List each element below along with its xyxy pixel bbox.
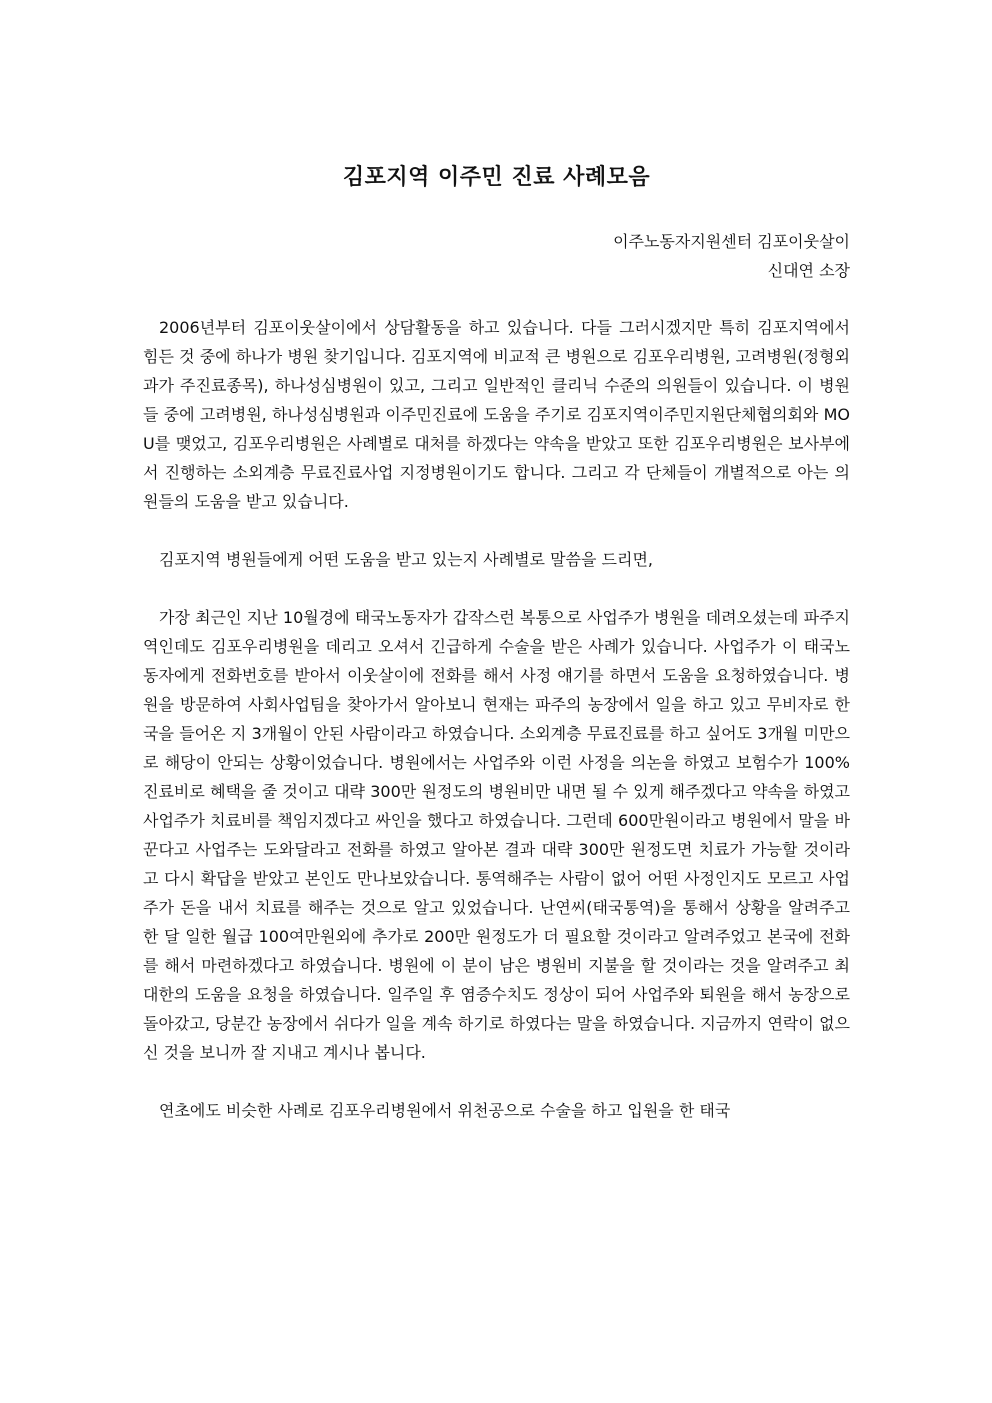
document-title: 김포지역 이주민 진료 사례모음 <box>342 164 651 190</box>
document-body <box>143 313 850 1125</box>
author-block <box>143 227 850 285</box>
paragraph-case-continued: 연초에도 비슷한 사례로 김포우리병원에서 위천공으로 수술을 하고 입원을 한 태국 <box>159 1101 731 1120</box>
author-name: 신대연 소장 <box>767 261 850 280</box>
paragraph-transition: 김포지역 병원들에게 어떤 도움을 받고 있는지 사례별로 말씀을 드리면, <box>159 550 653 569</box>
paragraph-intro: 2006년부터 김포이웃살이에서 상담활동을 하고 있습니다. 다들 그러시겠지만 특히 김포지역에서 힘든 것 중에 하나가 병원 찾기입니다. 김포지역에 비교적 큰 병원으로 김포우리병원, 고려병원(정형외과가 주진료종목), 하나성심병원이 있고, 그리고 일반적인 클리닉 수준의 의원들이 있습니다. 이 병원들 중에 고려병원, 하나성심병원과 이주민진료에 도움을 주기로 김포지역이주민지원단체협의회와 MOU를 맺었고, 김포우리병원은 사례별로 대처를 하겠다는 약속을 받았고 또한 김포우리병원은 보사부에서 진행하는 소외계층 무료진료사업 지정병원이기도 합니다. 그리고 각 단체들이 개별적으로 아는 의원들의 도움을 받고 있습니다. <box>143 318 850 511</box>
author-organization: 이주노동자지원센터 김포이웃살이 <box>613 232 850 251</box>
paragraph-case-thai-worker: 가장 최근인 지난 10월경에 태국노동자가 갑작스런 복통으로 사업주가 병원을 데려오셨는데 파주지역인데도 김포우리병원을 데리고 오셔서 긴급하게 수술을 받은 사례가 있습니다. 사업주가 이 태국노동자에게 전화번호를 받아서 이웃살이에 전화를 해서 사정 얘기를 하면서 도움을 요청하였습니다. 병원을 방문하여 사회사업팀을 찾아가서 알아보니 현재는 파주의 농장에서 일을 하고 있고 무비자로 한국을 들어온 지 3개월이 안된 사람이라고 하였습니다. 소외계층 무료진료를 하고 싶어도 3개월 미만으로 해당이 안되는 상황이었습니다. 병원에서는 사업주와 이런 사정을 의논을 하였고 보험수가 100% 진료비로 혜택을 줄 것이고 대략 300만 원정도의 병원비만 내면 될 수 있게 해주겠다고 약속을 하였고 사업주가 치료비를 책임지겠다고 싸인을 했다고 하였습니다. 그런데 600만원이라고 병원에서 말을 바꾼다고 사업주는 도와달라고 전화를 하였고 알아본 결과 대략 300만 원정도면 치료가 가능할 것이라고 다시 확답을 받았고 본인도 만나보았습니다. 통역해주는 사람이 없어 어떤 사정인지도 모르고 사업주가 돈을 내서 치료를 해주는 것으로 알고 있었습니다. 난연씨(태국통역)을 통해서 상황을 알려주고 한 달 일한 월급 100여만원외에 추가로 200만 원정도가 더 필요할 것이라고 알려주었고 본국에 전화를 해서 마련하겠다고 하였습니다. 병원에 이 분이 남은 병원비 지불을 할 것이라는 것을 알려주고 최대한의 도움을 요청을 하였습니다. 일주일 후 염증수치도 정상이 되어 사업주와 퇴원을 해서 농장으로 돌아갔고, 당분간 농장에서 쉬다가 일을 계속 하기로 하였다는 말을 하였습니다. 지금까지 연락이 없으신 것을 보니까 잘 지내고 계시나 봅니다. <box>143 608 850 1062</box>
